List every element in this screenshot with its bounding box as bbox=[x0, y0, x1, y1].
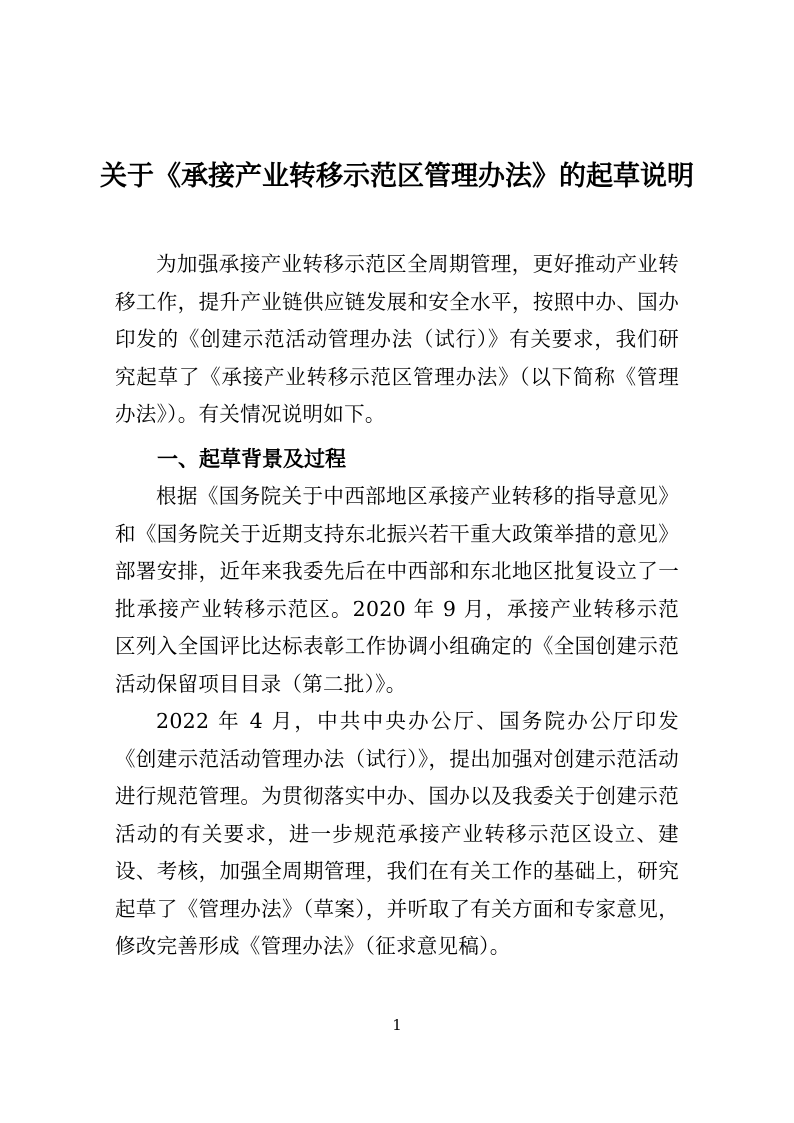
intro-paragraph: 为加强承接产业转移示范区全周期管理，更好推动产业转移工作，提升产业链供应链发展和安全水平，按照中办、国办印发的《创建示范活动管理办法（试行）》有关要求，我们研究起草了《承接产业转移示范区管理办法》（以下简称《管理办法》）。有关情况说明如下。 bbox=[115, 252, 679, 426]
section-paragraph-1: 根据《国务院关于中西部地区承接产业转移的指导意见》和《国务院关于近期支持东北振兴若干重大政策举措的意见》部署安排，近年来我委先后在中西部和东北地区批复设立了一批承接产业转移示范区。2020 年 9 月，承接产业转移示范区列入全国评比达标表彰工作协调小组确定的《全国创建示范活动保留项目目录（第二批）》。 bbox=[115, 484, 679, 696]
document-body bbox=[115, 246, 679, 966]
section-heading: 一、起草背景及过程 bbox=[157, 446, 346, 471]
page-number: 1 bbox=[392, 1016, 402, 1034]
section-paragraph-2: 2022 年 4 月，中共中央办公厅、国务院办公厅印发《创建示范活动管理办法（试行）》，提出加强对创建示范活动进行规范管理。为贯彻落实中办、国办以及我委关于创建示范活动的有关要求，进一步规范承接产业转移示范区设立、建设、考核，加强全周期管理，我们在有关工作的基础上，研究起草了《管理办法》（草案），并听取了有关方面和专家意见，修改完善形成《管理办法》（征求意见稿）。 bbox=[115, 709, 679, 958]
document-title: 关于《承接产业转移示范区管理办法》的起草说明 bbox=[100, 161, 694, 192]
